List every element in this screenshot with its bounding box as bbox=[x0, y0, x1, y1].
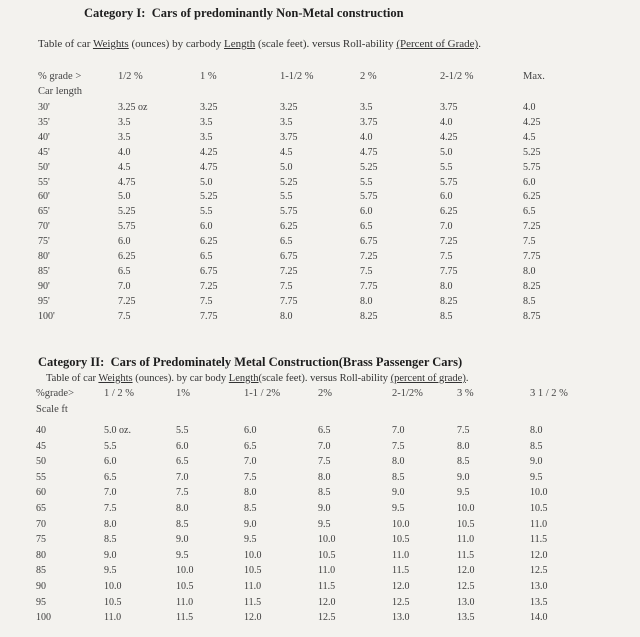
table2-cell: 13.0 bbox=[392, 612, 410, 624]
table2-row-label: 45 bbox=[36, 440, 46, 452]
table2-cell: 11.0 bbox=[392, 549, 410, 561]
table1-header-1: 1 % bbox=[200, 71, 217, 82]
table2-cell: 8.5 bbox=[392, 471, 405, 483]
table1-cell: 3.5 bbox=[118, 116, 131, 128]
table2-cell: 11.0 bbox=[176, 596, 194, 608]
table1-cell: 6.25 bbox=[200, 236, 218, 248]
table2-cell: 7.0 bbox=[176, 471, 189, 483]
table2-row-label: 80 bbox=[36, 549, 46, 561]
table2-cell: 8.5 bbox=[104, 534, 117, 546]
table2-cell: 10.0 bbox=[318, 534, 336, 546]
table1-cell: 5.25 bbox=[280, 176, 298, 188]
table1-cell: 8.25 bbox=[523, 280, 541, 292]
category-1-subtitle: Table of car Weights (ounces) by carbody Length (scale feet). versus Roll-ability (Percent of Grade). bbox=[38, 38, 481, 50]
table1-header-3: 2 % bbox=[360, 71, 377, 82]
table1-cell: 7.5 bbox=[440, 251, 453, 262]
table2-row-label: 75 bbox=[36, 534, 46, 546]
table1-cell: 7.0 bbox=[440, 221, 453, 233]
table1-header-0: 1/2 % bbox=[118, 71, 143, 82]
table1-row-label: 40' bbox=[38, 131, 50, 143]
table1-cell: 4.75 bbox=[360, 146, 378, 158]
table1-cell: 4.5 bbox=[280, 146, 293, 158]
table1-cell: 5.75 bbox=[280, 206, 298, 218]
table2-cell: 8.5 bbox=[457, 456, 470, 468]
table1-cell: 3.75 bbox=[280, 131, 298, 143]
table1-cell: 7.0 bbox=[118, 280, 131, 292]
table1-row-label: 80' bbox=[38, 251, 50, 262]
table1-header-5: Max. bbox=[523, 71, 545, 82]
table2-row-label: 55 bbox=[36, 471, 46, 483]
table2-cell: 13.5 bbox=[457, 612, 475, 624]
table2-row-label: 95 bbox=[36, 596, 46, 608]
table1-cell: 6.75 bbox=[200, 265, 218, 277]
table1-cell: 5.5 bbox=[360, 176, 373, 188]
table1-cell: 4.0 bbox=[440, 116, 453, 128]
table1-cell: 4.5 bbox=[523, 131, 536, 143]
table2-cell: 9.0 bbox=[104, 549, 117, 561]
table2-cell: 13.0 bbox=[530, 581, 548, 592]
table2-header-0: 1 / 2 % bbox=[104, 388, 135, 399]
table1-row-label: 45' bbox=[38, 146, 50, 158]
table1-cell: 8.5 bbox=[440, 310, 453, 322]
table1-row-label: 95' bbox=[38, 295, 50, 307]
table2-row-label: 85 bbox=[36, 565, 46, 577]
table1-cell: 8.0 bbox=[523, 265, 536, 277]
table1-corner-label: % grade > bbox=[38, 71, 82, 82]
table2-cell: 8.5 bbox=[318, 487, 331, 499]
table1-cell: 6.25 bbox=[118, 251, 136, 262]
table2-cell: 12.5 bbox=[392, 596, 410, 608]
table1-cell: 6.5 bbox=[280, 236, 293, 248]
table1-cell: 6.5 bbox=[360, 221, 373, 233]
table1-cell: 5.25 bbox=[523, 146, 541, 158]
table2-cell: 12.0 bbox=[318, 596, 336, 608]
table2-cell: 10.5 bbox=[318, 549, 336, 561]
table2-cell: 11.5 bbox=[176, 612, 194, 624]
table2-cell: 10.5 bbox=[176, 581, 194, 592]
table1-cell: 5.75 bbox=[118, 221, 136, 233]
table1-cell: 5.75 bbox=[360, 191, 378, 203]
table2-header-6: 3 1 / 2 % bbox=[530, 388, 568, 399]
table2-cell: 12.5 bbox=[457, 581, 475, 592]
table1-row-label: 65' bbox=[38, 206, 50, 218]
table1-cell: 7.25 bbox=[118, 295, 136, 307]
table2-cell: 10.0 bbox=[457, 503, 475, 514]
table2-cell: 13.0 bbox=[457, 596, 475, 608]
table1-cell: 6.0 bbox=[118, 236, 131, 248]
table1-cell: 6.25 bbox=[280, 221, 298, 233]
table1-row-label: Car length bbox=[38, 86, 83, 97]
table2-cell: 9.5 bbox=[318, 518, 331, 530]
table2-cell: 7.5 bbox=[244, 471, 257, 483]
table1-cell: 8.5 bbox=[523, 295, 536, 307]
table2-cell: 11.0 bbox=[457, 534, 475, 546]
table1-cell: 5.5 bbox=[280, 191, 293, 203]
table1-cell: 8.75 bbox=[523, 310, 541, 322]
table1-cell: 4.0 bbox=[523, 102, 536, 113]
table2-cell: 6.5 bbox=[176, 456, 189, 468]
table1-cell: 7.25 bbox=[523, 221, 541, 233]
table2-cell: 9.5 bbox=[104, 565, 117, 577]
table2-cell: 8.5 bbox=[530, 440, 543, 452]
table2-cell: 10.5 bbox=[530, 503, 548, 514]
table1-cell: 7.5 bbox=[118, 310, 131, 322]
table2-cell: 6.0 bbox=[104, 456, 117, 468]
table2-row-label: 100 bbox=[36, 612, 51, 624]
table1-row-label: 50' bbox=[38, 161, 50, 173]
table1-cell: 3.25 oz bbox=[118, 102, 148, 113]
table2-cell: 9.0 bbox=[318, 503, 331, 514]
table2-cell: 14.0 bbox=[530, 612, 548, 624]
table1-cell: 7.75 bbox=[523, 251, 541, 262]
table2-cell: 5.5 bbox=[104, 440, 117, 452]
table2-row-label: 60 bbox=[36, 487, 46, 499]
table2-cell: 9.5 bbox=[244, 534, 257, 546]
table2-cell: 11.5 bbox=[318, 581, 336, 592]
table2-cell: 11.0 bbox=[318, 565, 336, 577]
table2-cell: 7.5 bbox=[318, 456, 331, 468]
table2-cell: 11.0 bbox=[530, 518, 548, 530]
table1-cell: 7.25 bbox=[360, 251, 378, 262]
table1-cell: 7.5 bbox=[360, 265, 373, 277]
table2-cell: 8.0 bbox=[104, 518, 117, 530]
table1-cell: 6.0 bbox=[360, 206, 373, 218]
table2-header-3: 2% bbox=[318, 388, 332, 399]
table1-cell: 7.5 bbox=[523, 236, 536, 248]
table2-cell: 11.5 bbox=[392, 565, 410, 577]
table1-cell: 3.5 bbox=[360, 102, 373, 113]
category-2-subtitle: Table of car Weights (ounces). by car body Length(scale feet). versus Roll-ability (percent of grade). bbox=[46, 373, 469, 384]
table2-cell: 12.5 bbox=[318, 612, 336, 624]
table1-cell: 6.0 bbox=[200, 221, 213, 233]
table1-cell: 3.5 bbox=[200, 131, 213, 143]
table2-cell: 12.0 bbox=[244, 612, 262, 624]
table2-cell: 12.5 bbox=[530, 565, 548, 577]
table1-cell: 4.75 bbox=[118, 176, 136, 188]
table1-cell: 7.75 bbox=[280, 295, 298, 307]
table2-cell: 11.5 bbox=[457, 549, 475, 561]
table2-header-4: 2-1/2% bbox=[392, 388, 423, 399]
table2-cell: 10.0 bbox=[392, 518, 410, 530]
table2-header-1: 1% bbox=[176, 388, 190, 399]
table1-row-label: 85' bbox=[38, 265, 50, 277]
table2-cell: 9.0 bbox=[244, 518, 257, 530]
table1-header-4: 2-1/2 % bbox=[440, 71, 474, 82]
table1-cell: 7.75 bbox=[200, 310, 218, 322]
table2-cell: 12.0 bbox=[530, 549, 548, 561]
table1-row-label: 55' bbox=[38, 176, 50, 188]
table2-cell: 7.5 bbox=[104, 503, 117, 514]
table2-cell: 9.5 bbox=[457, 487, 470, 499]
table2-cell: 8.0 bbox=[530, 425, 543, 436]
table2-cell: 8.0 bbox=[392, 456, 405, 468]
table2-cell: 10.5 bbox=[104, 596, 122, 608]
table1-cell: 5.5 bbox=[200, 206, 213, 218]
table1-cell: 5.75 bbox=[440, 176, 458, 188]
table2-cell: 7.5 bbox=[392, 440, 405, 452]
table1-header-2: 1-1/2 % bbox=[280, 71, 314, 82]
table2-cell: 11.5 bbox=[244, 596, 262, 608]
table1-cell: 8.0 bbox=[440, 280, 453, 292]
table2-cell: 9.5 bbox=[392, 503, 405, 514]
table1-cell: 7.5 bbox=[200, 295, 213, 307]
table2-cell: 12.0 bbox=[457, 565, 475, 577]
table2-cell: 9.5 bbox=[176, 549, 189, 561]
table2-corner-label: %grade> bbox=[36, 388, 74, 399]
category-1-title: Category I: Cars of predominantly Non-Metal construction bbox=[84, 6, 404, 20]
table1-cell: 4.5 bbox=[118, 161, 131, 173]
table1-cell: 5.5 bbox=[440, 161, 453, 173]
table2-row-label: 90 bbox=[36, 581, 46, 592]
table2-cell: 10.5 bbox=[457, 518, 475, 530]
table1-cell: 6.75 bbox=[360, 236, 378, 248]
table2-cell: 6.5 bbox=[244, 440, 257, 452]
table1-cell: 6.5 bbox=[200, 251, 213, 262]
table1-cell: 3.25 bbox=[280, 102, 298, 113]
table2-cell: 8.5 bbox=[244, 503, 257, 514]
table1-cell: 5.75 bbox=[523, 161, 541, 173]
table2-header-5: 3 % bbox=[457, 388, 474, 399]
table1-cell: 7.25 bbox=[440, 236, 458, 248]
table1-row-label: 70' bbox=[38, 221, 50, 233]
table1-cell: 3.75 bbox=[360, 116, 378, 128]
table1-cell: 4.25 bbox=[440, 131, 458, 143]
table1-cell: 5.25 bbox=[118, 206, 136, 218]
table1-row-label: 100' bbox=[38, 310, 55, 322]
table1-cell: 3.25 bbox=[200, 102, 218, 113]
table1-cell: 3.5 bbox=[280, 116, 293, 128]
table1-cell: 5.0 bbox=[280, 161, 293, 173]
table2-cell: 10.5 bbox=[392, 534, 410, 546]
table2-cell: 7.5 bbox=[176, 487, 189, 499]
table2-cell: 13.5 bbox=[530, 596, 548, 608]
table2-cell: 10.0 bbox=[104, 581, 122, 592]
table1-cell: 5.25 bbox=[360, 161, 378, 173]
table2-cell: 7.0 bbox=[104, 487, 117, 499]
table2-cell: 8.0 bbox=[318, 471, 331, 483]
table2-cell: 8.0 bbox=[457, 440, 470, 452]
table1-cell: 6.0 bbox=[523, 176, 536, 188]
table2-cell: 6.0 bbox=[244, 425, 257, 436]
table1-cell: 5.0 bbox=[200, 176, 213, 188]
table2-cell: 9.0 bbox=[530, 456, 543, 468]
table1-cell: 3.75 bbox=[440, 102, 458, 113]
table1-cell: 7.5 bbox=[280, 280, 293, 292]
table2-cell: 5.0 oz. bbox=[104, 425, 131, 436]
table2-row-label: 65 bbox=[36, 503, 46, 514]
table1-row-label: 90' bbox=[38, 280, 50, 292]
table1-cell: 7.75 bbox=[440, 265, 458, 277]
table1-cell: 4.25 bbox=[200, 146, 218, 158]
table2-row-label: 50 bbox=[36, 456, 46, 468]
table2-cell: 9.0 bbox=[457, 471, 470, 483]
table2-cell: 6.0 bbox=[176, 440, 189, 452]
table2-cell: 10.5 bbox=[244, 565, 262, 577]
table2-cell: 9.0 bbox=[176, 534, 189, 546]
table2-cell: 7.0 bbox=[244, 456, 257, 468]
table1-cell: 4.25 bbox=[523, 116, 541, 128]
table2-cell: 7.0 bbox=[318, 440, 331, 452]
table1-cell: 8.25 bbox=[360, 310, 378, 322]
table2-cell: 7.5 bbox=[457, 425, 470, 436]
table2-cell: 9.5 bbox=[530, 471, 543, 483]
table1-cell: 8.0 bbox=[280, 310, 293, 322]
table2-cell: 9.0 bbox=[392, 487, 405, 499]
table1-cell: 6.0 bbox=[440, 191, 453, 203]
table1-cell: 3.5 bbox=[200, 116, 213, 128]
table2-cell: 8.0 bbox=[244, 487, 257, 499]
table1-cell: 4.0 bbox=[118, 146, 131, 158]
table1-cell: 6.5 bbox=[523, 206, 536, 218]
table1-row-label: 30' bbox=[38, 102, 50, 113]
table1-cell: 8.25 bbox=[440, 295, 458, 307]
table2-cell: 6.5 bbox=[318, 425, 331, 436]
table1-row-label: 35' bbox=[38, 116, 50, 128]
table1-cell: 5.0 bbox=[118, 191, 131, 203]
table1-cell: 7.75 bbox=[360, 280, 378, 292]
table1-row-label: 60' bbox=[38, 191, 50, 203]
table2-row-label: 40 bbox=[36, 425, 46, 436]
table1-cell: 6.75 bbox=[280, 251, 298, 262]
table1-cell: 8.0 bbox=[360, 295, 373, 307]
table1-cell: 4.75 bbox=[200, 161, 218, 173]
table2-cell: 8.5 bbox=[176, 518, 189, 530]
table2-cell: 10.0 bbox=[244, 549, 262, 561]
table2-cell: 8.0 bbox=[176, 503, 189, 514]
table2-cell: 7.0 bbox=[392, 425, 405, 436]
table1-cell: 5.25 bbox=[200, 191, 218, 203]
table2-cell: 10.0 bbox=[530, 487, 548, 499]
table2-row-label: Scale ft bbox=[36, 404, 68, 415]
table1-cell: 7.25 bbox=[200, 280, 218, 292]
table2-cell: 6.5 bbox=[104, 471, 117, 483]
table2-cell: 11.5 bbox=[530, 534, 548, 546]
table1-cell: 5.0 bbox=[440, 146, 453, 158]
table1-cell: 7.25 bbox=[280, 265, 298, 277]
table1-cell: 3.5 bbox=[118, 131, 131, 143]
table2-cell: 10.0 bbox=[176, 565, 194, 577]
table2-cell: 11.0 bbox=[244, 581, 262, 592]
table2-cell: 5.5 bbox=[176, 425, 189, 436]
category-2-title: Category II: Cars of Predominately Metal Construction(Brass Passenger Cars) bbox=[38, 355, 463, 369]
table2-header-2: 1-1 / 2% bbox=[244, 388, 281, 399]
table1-cell: 6.5 bbox=[118, 265, 131, 277]
table1-cell: 6.25 bbox=[523, 191, 541, 203]
table1-cell: 4.0 bbox=[360, 131, 373, 143]
table1-row-label: 75' bbox=[38, 236, 50, 248]
table2-cell: 12.0 bbox=[392, 581, 410, 592]
table2-cell: 11.0 bbox=[104, 612, 122, 624]
table2-row-label: 70 bbox=[36, 518, 46, 530]
table1-cell: 6.25 bbox=[440, 206, 458, 218]
